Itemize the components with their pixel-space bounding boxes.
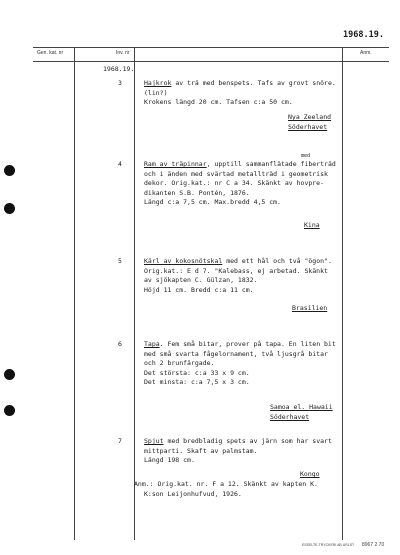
- entry-insert: med: [301, 153, 311, 159]
- entry-description: Kärl av kokosnötskal med ett hål och två "ögon". Orig.kat.: E d 7. "Kalebass, ej arbetad. Skänkt av sjökapten C. Gülzan, 1832. Höjd 11 cm. Bredd c:a 11 cm.: [144, 257, 332, 294]
- entry-place: Söderhavet: [270, 413, 310, 421]
- entry-place: Kongo: [300, 470, 320, 478]
- binder-hole-2: [4, 203, 15, 214]
- entry-title: Spjut: [144, 437, 164, 445]
- entry-description: Tapa. Fem små bitar, prover på tapa. En liten bit med små svarta fågelornament, två ljusgrå bitar och 2 brunfärgade. Det största: c:a 33 x 9 cm. Det minsta: c:a 7,5 x 3 cm.: [144, 340, 336, 387]
- entry-number: 4: [118, 160, 122, 168]
- column-divider-anm: [342, 47, 343, 540]
- binder-hole-3: [4, 369, 15, 380]
- entry-title: Kärl av kokosnötskal: [144, 257, 223, 265]
- entry-place: Samoa el. Hawaii: [270, 403, 333, 411]
- column-gen-kat-label: Gen. kat. nr: [37, 50, 64, 56]
- binder-hole-1: [4, 165, 15, 176]
- entry-place: Nya Zeeland: [288, 113, 332, 121]
- entry-description: Hajkrok av trä med benspets. Tafs av grovt snöre. (lin?) Krokens längd 20 cm. Tafsen c:a 50 cm.: [144, 79, 336, 107]
- entry-place: Söderhavet: [288, 123, 328, 131]
- entry-title: Ram av träpinnar: [144, 160, 207, 168]
- column-header-row: [33, 47, 389, 62]
- binder-hole-4: [4, 405, 15, 416]
- entry-number: 3: [118, 79, 122, 87]
- entry-number: 6: [118, 340, 122, 348]
- column-divider-left: [74, 47, 75, 540]
- entry-place: Brasilien: [292, 304, 328, 312]
- entry-note: Anm.: Orig.kat. nr. F a 12. Skänkt av kapten K. K:son Leijonhufvud, 1926.: [134, 480, 318, 498]
- form-code: 8967 2 70: [362, 542, 385, 548]
- year-label: 1968.19.: [103, 65, 135, 73]
- entry-place: Kina: [304, 221, 320, 229]
- entry-number: 7: [118, 437, 122, 445]
- column-anm-label: Anm.: [360, 50, 372, 56]
- entry-number: 5: [118, 257, 122, 265]
- entry-title: Hajkrok: [144, 79, 172, 87]
- printer-mark: ESSELTE-TRYCKERI AB URLST: [302, 543, 355, 547]
- entry-description: Spjut med bredbladig spets av järn som har svart mittparti. Skaft av palmstam. Längd 198 cm.: [144, 437, 332, 465]
- page-id: 1968.19.: [343, 30, 384, 40]
- column-inv-label: Inv. nr: [116, 50, 130, 56]
- entry-title: Tapa: [144, 340, 160, 348]
- entry-description: Ram av träpinnar, upptill sammanflätade fiberträd och i änden med svärtad metallträd i geometrisk dekor. Orig.kat.: nr C a 34. Skänkt av hovpre- dikanten S.B. Pontén, 1876. Längd c:a 7,5 cm. Max.bredd 4,5 cm.: [144, 160, 336, 207]
- column-divider-inv: [134, 47, 135, 540]
